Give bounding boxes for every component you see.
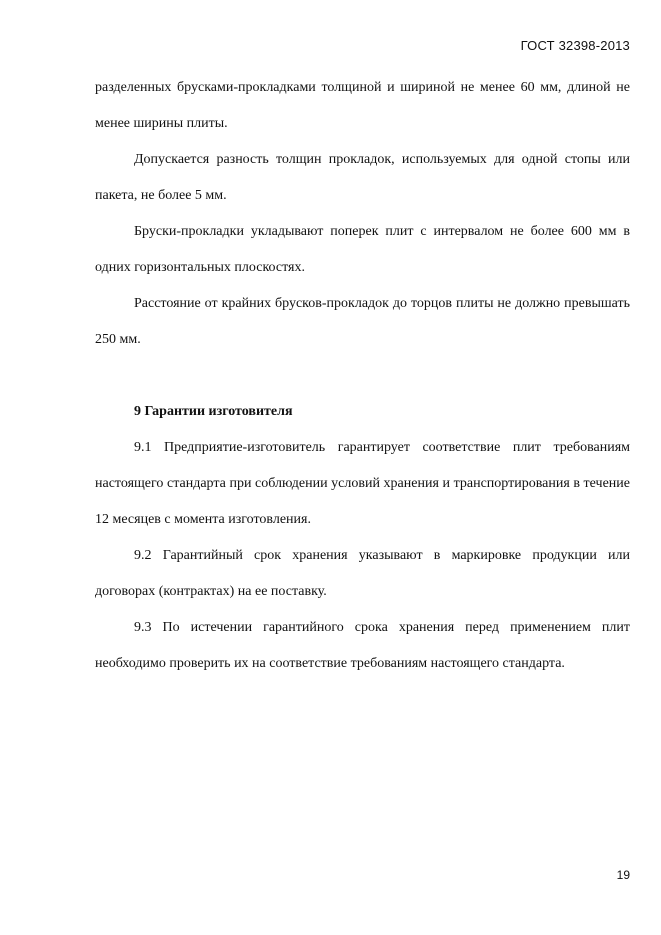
document-code: ГОСТ 32398-2013: [520, 38, 630, 53]
paragraph-continuation: разделенных брусками-прокладками толщиной и шириной не менее 60 мм, длиной не менее ширины плиты.: [95, 80, 630, 131]
clause-9-2: 9.2 Гарантийный срок хранения указывают в маркировке продукции или договорах (контрактах) на ее поставку.: [95, 548, 630, 599]
document-body: [95, 70, 630, 682]
paragraph-thickness-tolerance: Допускается разность толщин прокладок, используемых для одной стопы или пакета, не более 5 мм.: [95, 152, 630, 203]
section-heading: 9 Гарантии изготовителя: [134, 404, 293, 419]
page-number: 19: [616, 868, 630, 882]
paragraph-edge-distance: Расстояние от крайних брусков-прокладок до торцов плиты не должно превышать 250 мм.: [95, 296, 630, 347]
clause-9-1: 9.1 Предприятие-изготовитель гарантирует соответствие плит требованиям настоящего стандарта при соблюдении условий хранения и транспортирования в течение 12 месяцев с момента изготовления.: [95, 440, 630, 527]
clause-9-3: 9.3 По истечении гарантийного срока хранения перед применением плит необходимо проверить их на соответствие требованиям настоящего стандарта.: [95, 620, 630, 671]
paragraph-spacer-interval: Бруски-прокладки укладывают поперек плит с интервалом не более 600 мм в одних горизонтальных плоскостях.: [95, 224, 630, 275]
